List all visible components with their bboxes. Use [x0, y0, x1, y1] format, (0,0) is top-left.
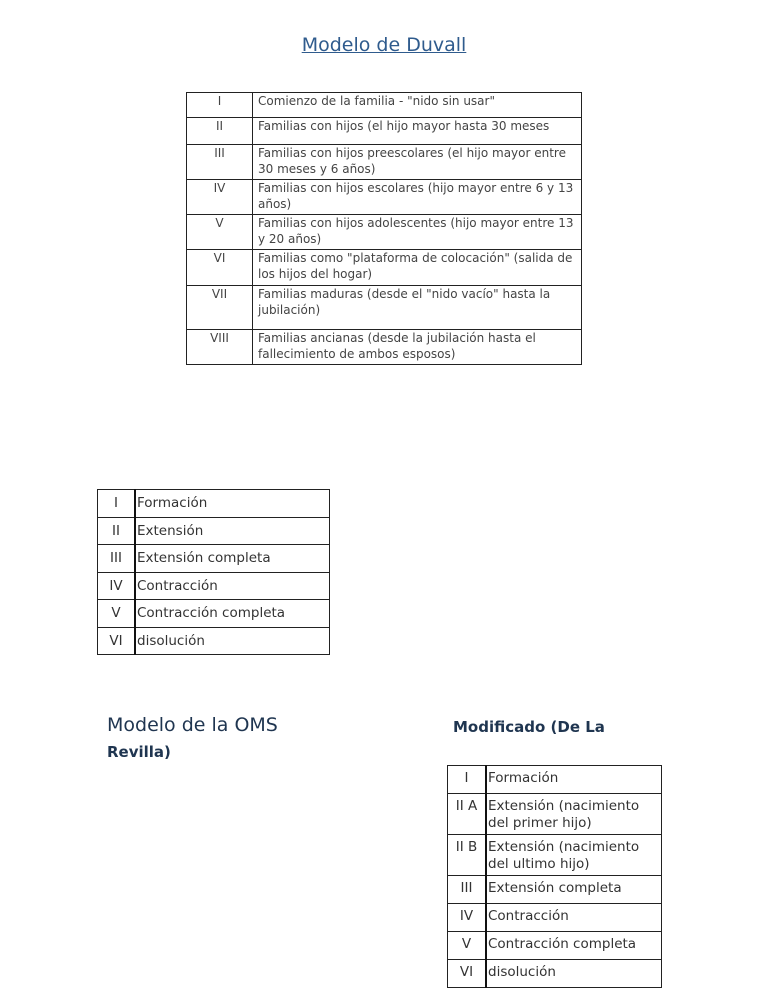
- stage-description: Extensión completa: [486, 876, 662, 904]
- stage-description: Familias con hijos escolares (hijo mayor entre 6 y 13 años): [253, 180, 582, 215]
- table-row: [187, 118, 582, 145]
- table-row: [448, 876, 662, 904]
- table-row: [448, 794, 662, 835]
- stage-description: Familias ancianas (desde la jubilación hasta el fallecimiento de ambos esposos): [253, 330, 582, 365]
- table-row: [98, 627, 330, 655]
- stage-description: Contracción: [486, 904, 662, 932]
- table-row: [448, 932, 662, 960]
- table-row: [98, 600, 330, 628]
- table-row: [98, 545, 330, 573]
- stage-description: Familias con hijos adolescentes (hijo mayor entre 13 y 20 años): [253, 215, 582, 250]
- stage-number: I: [187, 93, 253, 118]
- stage-number: IV: [448, 904, 487, 932]
- stage-description: Familias con hijos preescolares (el hijo mayor entre 30 meses y 6 años): [253, 145, 582, 180]
- stage-number: V: [187, 215, 253, 250]
- table-row: [187, 180, 582, 215]
- stage-number: VI: [448, 960, 487, 988]
- stage-description: Contracción completa: [135, 600, 330, 628]
- stage-number: III: [448, 876, 487, 904]
- duvall-table: [186, 92, 582, 365]
- page-title: Modelo de Duvall: [301, 34, 467, 56]
- stage-description: Extensión (nacimiento del primer hijo): [486, 794, 662, 835]
- stage-description: Extensión: [135, 517, 330, 545]
- modificado-table: [447, 765, 662, 988]
- table-row: [187, 250, 582, 286]
- stage-description: Familias con hijos (el hijo mayor hasta 30 meses: [253, 118, 582, 145]
- stage-number: II: [187, 118, 253, 145]
- table-row: [448, 766, 662, 794]
- stage-number: VI: [98, 627, 136, 655]
- stage-description: Formación: [135, 490, 330, 518]
- stage-description: Extensión (nacimiento del ultimo hijo): [486, 835, 662, 876]
- stage-description: disolución: [135, 627, 330, 655]
- stage-number: V: [98, 600, 136, 628]
- stage-description: Extensión completa: [135, 545, 330, 573]
- stage-description: Familias maduras (desde el "nido vacío" hasta la jubilación): [253, 286, 582, 330]
- stage-number: I: [448, 766, 487, 794]
- table-row: [187, 286, 582, 330]
- stage-number: VIII: [187, 330, 253, 365]
- stage-number: III: [187, 145, 253, 180]
- oms-heading: Modelo de la OMS: [107, 714, 278, 736]
- stage-description: Contracción: [135, 572, 330, 600]
- table-row: [187, 145, 582, 180]
- stage-number: V: [448, 932, 487, 960]
- oms-heading-continued: Revilla): [107, 743, 171, 761]
- stage-number: II A: [448, 794, 487, 835]
- table-row: [187, 93, 582, 118]
- table-row: [187, 215, 582, 250]
- stage-number: II: [98, 517, 136, 545]
- stage-number: I: [98, 490, 136, 518]
- table-row: [448, 835, 662, 876]
- table-row: [98, 490, 330, 518]
- stage-description: disolución: [486, 960, 662, 988]
- stage-number: II B: [448, 835, 487, 876]
- stage-number: VI: [187, 250, 253, 286]
- table-row: [98, 572, 330, 600]
- oms-table: [97, 489, 330, 655]
- table-row: [187, 330, 582, 365]
- stage-number: III: [98, 545, 136, 573]
- table-row: [98, 517, 330, 545]
- stage-description: Comienzo de la familia - "nido sin usar": [253, 93, 582, 118]
- table-row: [448, 960, 662, 988]
- stage-number: IV: [98, 572, 136, 600]
- stage-description: Formación: [486, 766, 662, 794]
- stage-description: Familias como "plataforma de colocación" (salida de los hijos del hogar): [253, 250, 582, 286]
- table-row: [448, 904, 662, 932]
- stage-number: IV: [187, 180, 253, 215]
- stage-description: Contracción completa: [486, 932, 662, 960]
- stage-number: VII: [187, 286, 253, 330]
- modificado-heading: Modificado (De La: [453, 718, 605, 736]
